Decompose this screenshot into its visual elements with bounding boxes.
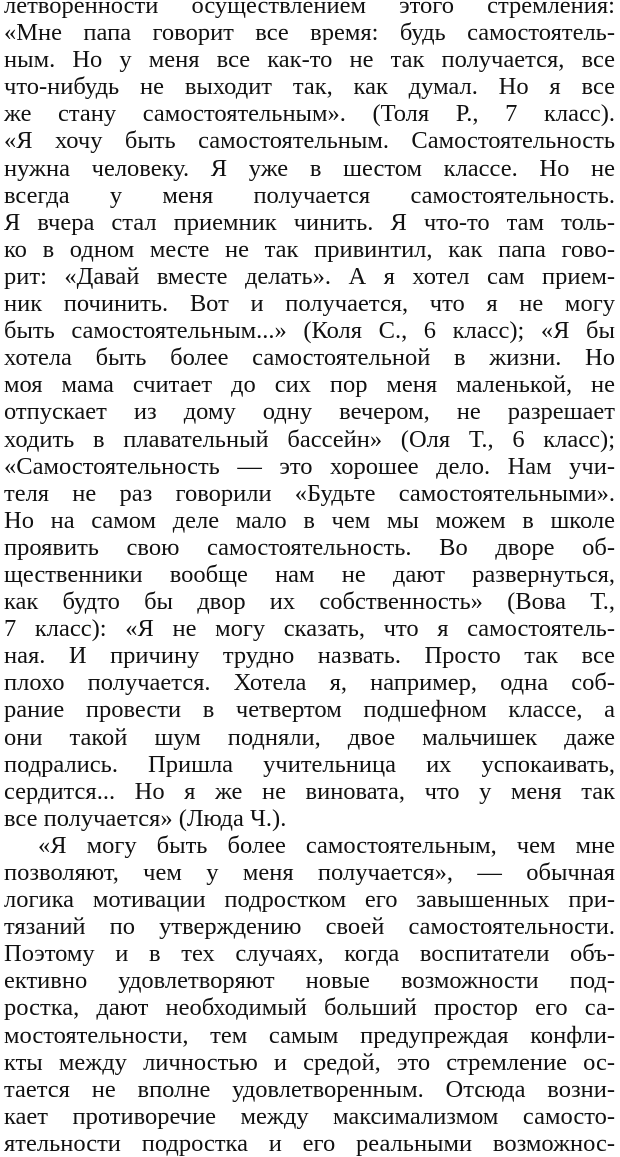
- text-line: летворенности осуществлением этого стремления:: [4, 0, 615, 19]
- text-line: как будто бы двор их собственность» (Вова Т.,: [4, 588, 615, 616]
- text-line: мостоятельности, тем самым предупреждая конфли-: [4, 1021, 615, 1049]
- text-line: моя мама считает до сих пор меня маленькой, не: [4, 371, 615, 399]
- text-line: нужна человеку. Я уже в шестом классе. Но не: [4, 154, 615, 182]
- text-line: теля не раз говорили «Будьте самостоятельными».: [4, 479, 615, 507]
- text-line: ятельности подростка и его реальными возможнос-: [4, 1129, 615, 1157]
- text-line: отпускает из дому одну вечером, не разрешает: [4, 398, 615, 426]
- text-line: ным. Но у меня все как-то не так получается, все: [4, 46, 615, 74]
- text-line: тается не вполне удовлетворенным. Отсюда возни-: [4, 1075, 615, 1103]
- text-line: сердится... Но я же не виновата, что у меня так: [4, 777, 615, 805]
- text-line: «Мне папа говорит все время: будь самостоятель-: [4, 19, 615, 47]
- text-line: рит: «Давай вместе делать». А я хотел сам прием-: [4, 262, 615, 290]
- book-page: [4, 0, 615, 1157]
- text-line: Но на самом деле мало в чем мы можем в школе: [4, 506, 615, 534]
- text-line: же стану самостоятельным». (Толя Р., 7 класс).: [4, 100, 615, 128]
- text-line: 7 класс): «Я не могу сказать, что я самостоятель-: [4, 615, 615, 643]
- paragraph: [4, 0, 615, 832]
- text-line: плохо получается. Хотела я, например, одна соб-: [4, 669, 615, 697]
- text-line: логика мотивации подростком его завышенных при-: [4, 886, 615, 914]
- text-line: Я вчера стал приемник чинить. Я что-то там толь-: [4, 208, 615, 236]
- text-line: ективно удовлетворяют новые возможности под-: [4, 967, 615, 995]
- text-line: проявить свою самостоятельность. Во дворе об-: [4, 533, 615, 561]
- text-line: ростка, дают необходимый больший простор его са-: [4, 994, 615, 1022]
- text-line: хотела быть более самостоятельной в жизни. Но: [4, 344, 615, 372]
- text-line: ник починить. Вот и получается, что я не могу: [4, 290, 615, 318]
- text-line: всегда у меня получается самостоятельность.: [4, 181, 615, 209]
- text-line: ко в одном месте не так привинтил, как папа гово-: [4, 235, 615, 263]
- text-line: позволяют, чем у меня получается», — обычная: [4, 859, 615, 886]
- text-line: ная. И причину трудно назвать. Просто так все: [4, 642, 615, 670]
- text-line: быть самостоятельным...» (Коля С., 6 класс); «Я бы: [4, 317, 615, 345]
- text-line: они такой шум подняли, двое мальчишек даже: [4, 723, 615, 751]
- text-line: «Я могу быть более самостоятельным, чем мне: [38, 831, 615, 859]
- text-line: тязаний по утверждению своей самостоятельности.: [4, 913, 615, 941]
- text-line: кает противоречие между максимализмом самосто-: [4, 1102, 615, 1130]
- text-line: «Самостоятельность — это хорошее дело. Нам учи-: [4, 452, 615, 480]
- text-line: рание провести в четвертом подшефном классе, а: [4, 696, 615, 724]
- paragraph: [4, 832, 615, 1157]
- text-line: кты между личностью и средой, это стремление ос-: [4, 1048, 615, 1076]
- text-line: что-нибудь не выходит так, как думал. Но я все: [4, 73, 615, 101]
- text-line: ходить в плавательный бассейн» (Оля Т., 6 класс);: [4, 425, 615, 453]
- text-line: «Я хочу быть самостоятельным. Самостоятельность: [4, 127, 615, 155]
- text-line: все получается» (Люда Ч.).: [4, 804, 287, 832]
- text-line: Поэтому и в тех случаях, когда воспитатели объ-: [4, 940, 615, 968]
- text-line: щественники вообще нам не дают развернуться,: [4, 560, 615, 588]
- text-line: подрались. Пришла учительница их успокаивать,: [4, 750, 615, 778]
